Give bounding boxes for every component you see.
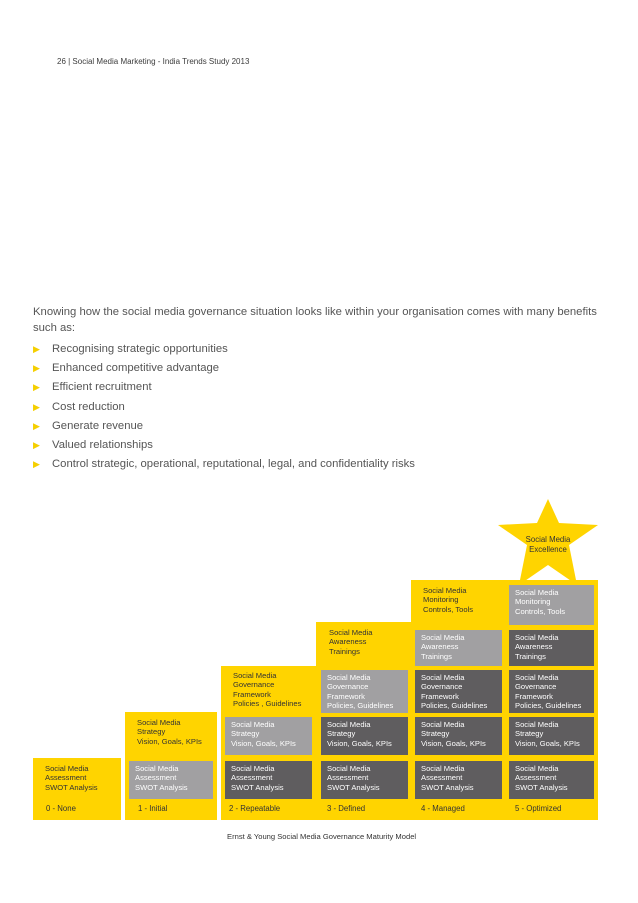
- right-triangle-icon: ▶: [33, 459, 40, 470]
- star-label: Social Media Excellence: [525, 535, 571, 554]
- awareness-tab: Social Media Awareness Trainings: [321, 625, 408, 665]
- level-label: 3 - Defined: [327, 804, 366, 813]
- governance-cell: Social Media Governance Framework Policies, Guidelines: [509, 670, 594, 713]
- list-item: ▶ Efficient recruitment: [33, 378, 415, 397]
- list-item: ▶ Enhanced competitive advantage: [33, 359, 415, 378]
- page-header: 26 | Social Media Marketing - India Trends Study 2013: [57, 57, 250, 66]
- level-label: 1 - Initial: [138, 804, 168, 813]
- monitoring-tab: Social Media Monitoring Controls, Tools: [415, 583, 502, 625]
- right-triangle-icon: ▶: [33, 382, 40, 393]
- governance-tab: Social Media Governance Framework Policies , Guidelines: [225, 668, 312, 712]
- strategy-tab: Social Media Strategy Vision, Goals, KPIs: [129, 715, 213, 755]
- right-triangle-icon: ▶: [33, 344, 40, 354]
- right-triangle-icon: ▶: [33, 401, 40, 412]
- list-item: ▶ Recognising strategic opportunities: [33, 340, 415, 359]
- assessment-cell: Social Media Assessment SWOT Analysis: [225, 761, 312, 799]
- strategy-cell: Social Media Strategy Vision, Goals, KPIs: [225, 717, 312, 755]
- assessment-cell: Social Media Assessment SWOT Analysis: [321, 761, 408, 799]
- assessment-tab: Social Media Assessment SWOT Analysis: [37, 761, 113, 799]
- intro-paragraph: Knowing how the social media governance situation looks like within your organisation comes with many benefits such as:: [33, 306, 597, 334]
- strategy-cell: Social Media Strategy Vision, Goals, KPIs: [321, 717, 408, 755]
- strategy-cell: Social Media Strategy Vision, Goals, KPIs: [415, 717, 502, 755]
- list-item: ▶ Generate revenue: [33, 417, 415, 436]
- assessment-cell: Social Media Assessment SWOT Analysis: [129, 761, 213, 799]
- monitoring-cell: Social Media Monitoring Controls, Tools: [509, 585, 594, 625]
- level-label: 5 - Optimized: [515, 804, 562, 813]
- assessment-cell: Social Media Assessment SWOT Analysis: [415, 761, 502, 799]
- level-label: 4 - Managed: [421, 804, 465, 813]
- list-item: ▶ Cost reduction: [33, 398, 415, 417]
- assessment-cell: Social Media Assessment SWOT Analysis: [509, 761, 594, 799]
- awareness-cell: Social Media Awareness Trainings: [415, 630, 502, 666]
- right-triangle-icon: ▶: [33, 420, 40, 431]
- level-label: 0 - None: [46, 804, 76, 813]
- excellence-star: [498, 499, 598, 585]
- governance-cell: Social Media Governance Framework Policies, Guidelines: [321, 670, 408, 713]
- right-triangle-icon: ▶: [33, 363, 40, 374]
- awareness-cell: Social Media Awareness Trainings: [509, 630, 594, 666]
- list-item: ▶ Control strategic, operational, reputational, legal, and confidentiality risks: [33, 455, 415, 474]
- governance-cell: Social Media Governance Framework Policies, Guidelines: [415, 670, 502, 713]
- level-label: 2 - Repeatable: [229, 804, 281, 813]
- right-triangle-icon: ▶: [33, 439, 40, 450]
- diagram-caption: Ernst & Young Social Media Governance Maturity Model: [227, 832, 417, 841]
- strategy-cell: Social Media Strategy Vision, Goals, KPIs: [509, 717, 594, 755]
- list-item: ▶ Valued relationships: [33, 436, 415, 455]
